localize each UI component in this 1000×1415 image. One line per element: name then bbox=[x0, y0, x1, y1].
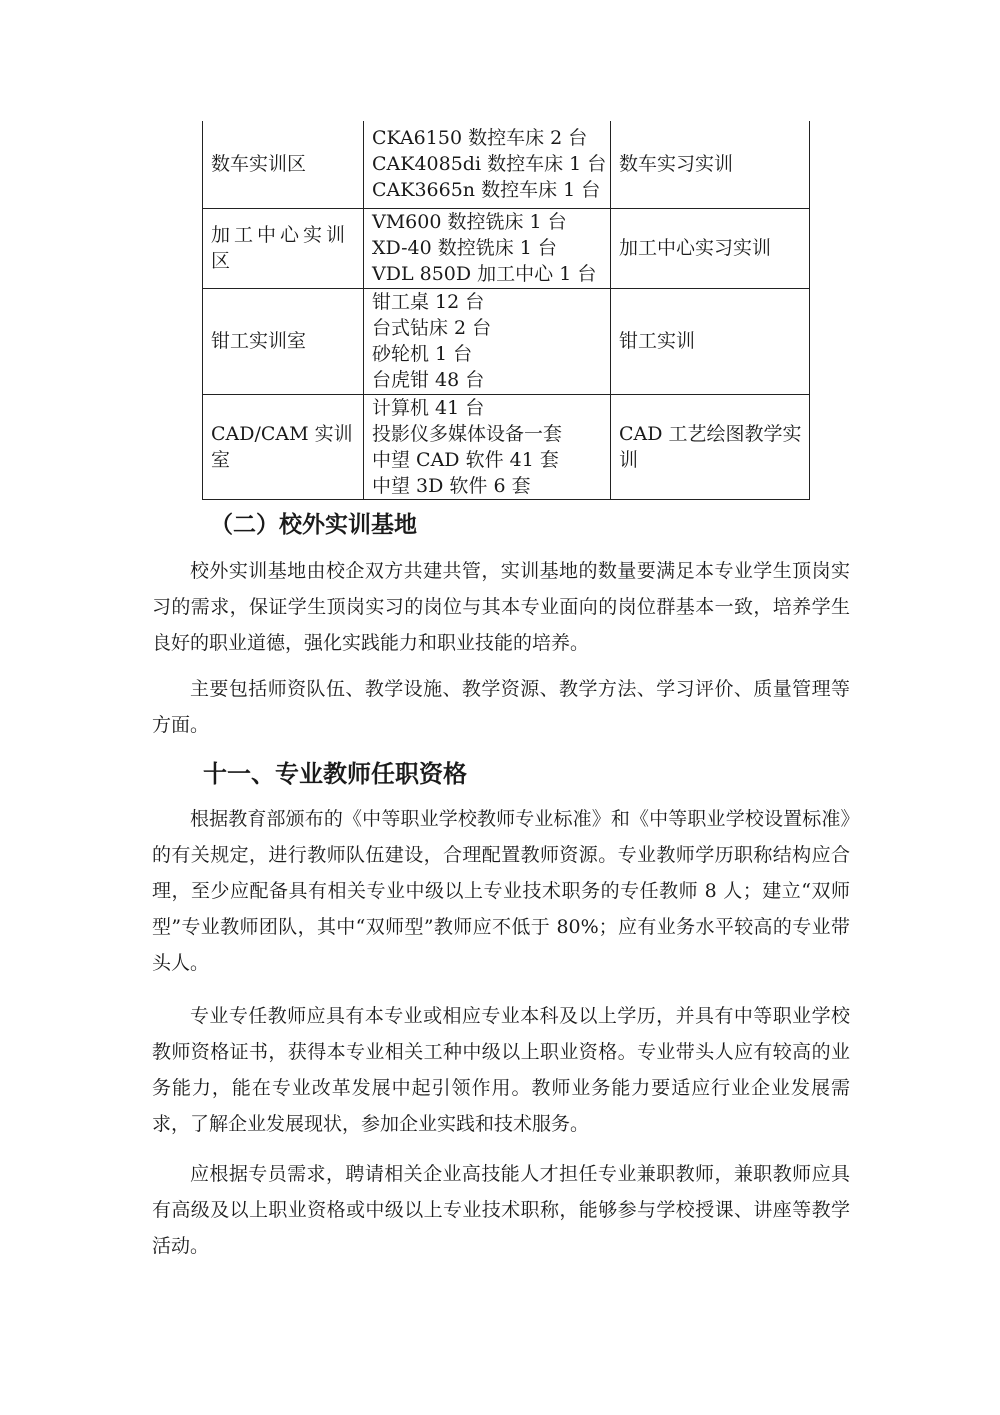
paragraph: 专业专任教师应具有本专业或相应专业本科及以上学历，并具有中等职业学校教师资格证书，获得本专业相关工种中级以上职业资格。专业带头人应有较高的业务能力，能在专业改革发展中起引领作用。教师业务能力要适应行业企业发展需求，了解企业发展现状，参加企业实践和技术服务。 bbox=[152, 1005, 850, 1135]
equipment-item: VM600 数控铣床 1 台 bbox=[372, 211, 567, 233]
equipment-item: 砂轮机 1 台 bbox=[372, 343, 473, 365]
paragraph: 校外实训基地由校企双方共建共管，实训基地的数量要满足本专业学生顶岗实习的需求，保证学生顶岗实习的岗位与其本专业面向的岗位群基本一致，培养学生良好的职业道德，强化实践能力和职业技能的培养。 bbox=[152, 560, 850, 654]
equipment-item: CKA6150 数控车床 2 台 bbox=[372, 127, 588, 150]
use-text: 加工中心实习实训 bbox=[619, 237, 772, 259]
equipment-cell bbox=[364, 121, 611, 208]
equipment-item: 投影仪多媒体设备一套 bbox=[372, 422, 563, 445]
use-cell bbox=[611, 208, 810, 288]
area-cell bbox=[203, 208, 364, 288]
equipment-item: 中望 CAD 软件 41 套 bbox=[372, 448, 559, 471]
use-cell bbox=[611, 288, 810, 394]
section-heading-offcampus: （二）校外实训基地 bbox=[210, 512, 417, 538]
equipment-item: 计算机 41 台 bbox=[372, 396, 485, 419]
table-row bbox=[203, 208, 810, 288]
equipment-item: XD-40 数控铣床 1 台 bbox=[372, 237, 557, 259]
area-name: 加工中心实训区 bbox=[211, 224, 350, 272]
equipment-cell bbox=[364, 288, 611, 394]
table-row bbox=[203, 121, 810, 208]
equipment-item: VDL 850D 加工中心 1 台 bbox=[372, 263, 597, 285]
area-cell bbox=[203, 121, 364, 208]
section-heading-teachers: 十一、专业教师任职资格 bbox=[203, 760, 467, 788]
equipment-cell bbox=[364, 394, 611, 499]
use-text: 数车实习实训 bbox=[619, 153, 734, 176]
area-cell bbox=[203, 288, 364, 394]
use-text: CAD 工艺绘图教学实训 bbox=[619, 422, 802, 471]
paragraph: 根据教育部颁布的《中等职业学校教师专业标准》和《中等职业学校设置标准》的有关规定，进行教师队伍建设，合理配置教师资源。专业教师学历职称结构应合理，至少应配备具有相关专业中级以上专业技术职务的专任教师 8 人；建立“双师型”专业教师团队，其中“双师型”教师应不低于 80%；应有业务水平较高的专业带头人。 bbox=[152, 808, 850, 974]
equipment-item: 台虎钳 48 台 bbox=[372, 369, 485, 391]
area-name: 数车实训区 bbox=[211, 153, 307, 176]
area-name: CAD/CAM 实训室 bbox=[211, 422, 353, 471]
use-text: 钳工实训 bbox=[619, 330, 696, 352]
use-cell bbox=[611, 121, 810, 208]
equipment-item: CAK3665n 数控车床 1 台 bbox=[372, 179, 601, 202]
use-cell bbox=[611, 394, 810, 499]
area-cell bbox=[203, 394, 364, 499]
table-row bbox=[203, 394, 810, 499]
equipment-item: 钳工桌 12 台 bbox=[372, 291, 485, 313]
equipment-item: 台式钻床 2 台 bbox=[372, 317, 492, 339]
table-row bbox=[203, 288, 810, 394]
paragraph: 主要包括师资队伍、教学设施、教学资源、教学方法、学习评价、质量管理等方面。 bbox=[152, 678, 850, 736]
equipment-cell bbox=[364, 208, 611, 288]
area-name: 钳工实训室 bbox=[211, 330, 307, 352]
equipment-item: CAK4085di 数控车床 1 台 bbox=[372, 153, 607, 176]
equipment-item: 中望 3D 软件 6 套 bbox=[372, 474, 531, 497]
training-facility-table bbox=[202, 121, 810, 500]
paragraph: 应根据专员需求，聘请相关企业高技能人才担任专业兼职教师，兼职教师应具有高级及以上职业资格或中级以上专业技术职称，能够参与学校授课、讲座等教学活动。 bbox=[152, 1163, 850, 1257]
